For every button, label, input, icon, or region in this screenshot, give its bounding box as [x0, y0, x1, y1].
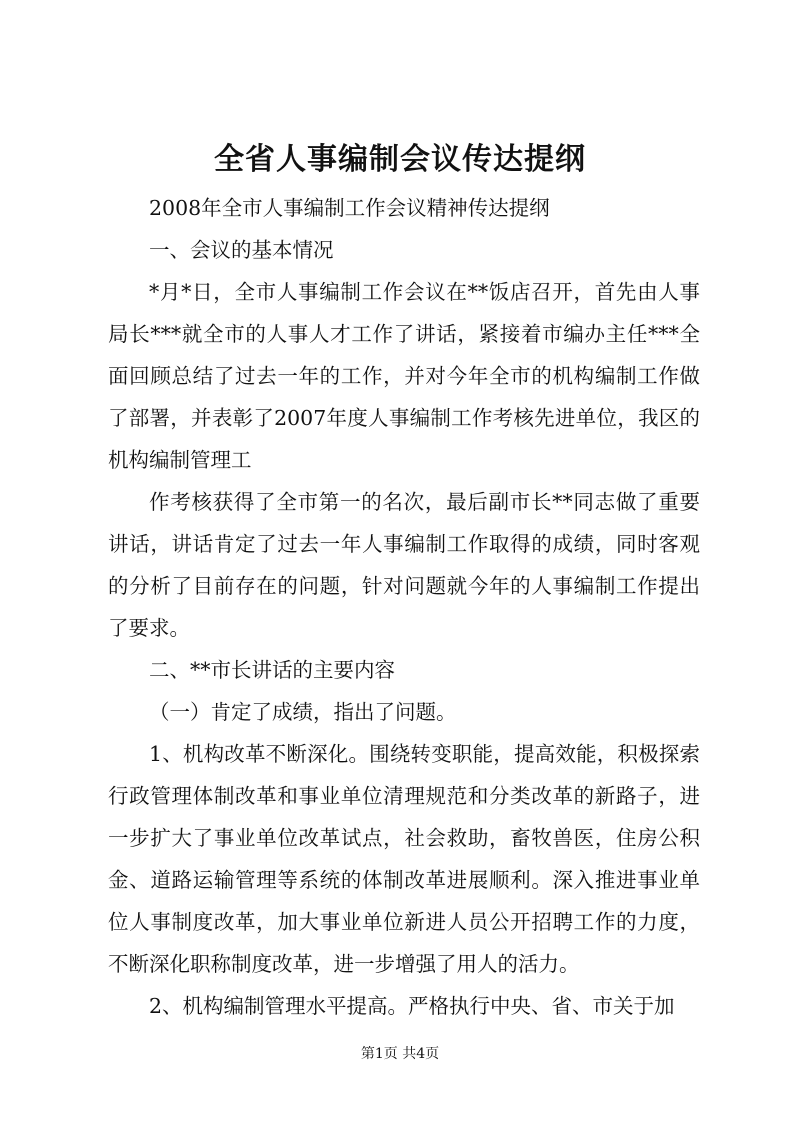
body-paragraph: *月*日，全市人事编制工作会议在**饭店召开，首先由人事局长***就全市的人事人才工作了讲话，紧接着市编办主任***全面回顾总结了过去一年的工作，并对今年全市的机构编制工作做了部署，并表彰了2007年度人事编制工作考核先进单位，我区的机构编制管理工 — [108, 280, 700, 472]
subsection-heading: （一）肯定了成绩，指出了问题。 — [149, 700, 457, 724]
body-paragraph: 2、机构编制管理水平提高。严格执行中央、省、市关于加 — [149, 994, 675, 1018]
body-paragraph: 作考核获得了全市第一的名次，最后副市长**同志做了重要讲话，讲话肯定了过去一年人事编制工作取得的成绩，同时客观的分析了目前存在的问题，针对问题就今年的人事编制工作提出了要求。 — [108, 490, 700, 640]
section-heading-1: 一、会议的基本情况 — [149, 238, 334, 262]
page-number-footer: 第1页 共4页 — [360, 1046, 440, 1062]
document-body — [108, 187, 700, 1027]
subtitle-paragraph: 2008年全市人事编制工作会议精神传达提纲 — [149, 196, 550, 220]
document-title: 全省人事编制会议传达提纲 — [214, 142, 586, 177]
body-paragraph: 1、机构改革不断深化。围绕转变职能，提高效能，积极探索行政管理体制改革和事业单位清理规范和分类改革的新路子，进一步扩大了事业单位改革试点，社会救助，畜牧兽医，住房公积金、道路运输管理等系统的体制改革进展顺利。深入推进事业单位人事制度改革，加大事业单位新进人员公开招聘工作的力度，不断深化职称制度改革，进一步增强了用人的活力。 — [108, 742, 700, 976]
section-heading-2: 二、**市长讲话的主要内容 — [149, 658, 395, 682]
